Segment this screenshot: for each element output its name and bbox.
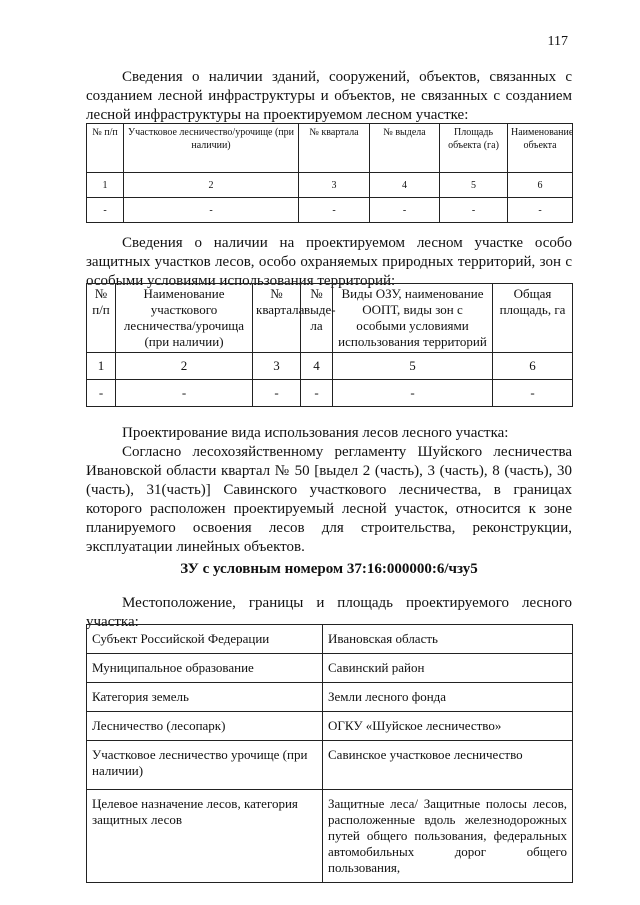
column-header: Площадь объекта (га) (440, 124, 508, 173)
table-row (87, 353, 573, 380)
row-label: Категория земель (87, 683, 323, 712)
protected-areas-table (86, 283, 573, 407)
column-header: Общая площадь, га (493, 284, 573, 353)
row-value: Защитные леса/ Защитные полосы лесов, расположенные вдоль железнодорожных путей общего пользования, федеральных автомобильных дорог общего пользования, (323, 790, 573, 883)
buildings-table (86, 123, 573, 223)
column-header: № выдела (370, 124, 440, 173)
table-cell: - (124, 198, 299, 223)
table-cell: 3 (253, 353, 301, 380)
table-cell: - (253, 380, 301, 407)
location-intro: Местоположение, границы и площадь проектируемого лесного участка: (86, 595, 572, 630)
table-row (87, 741, 573, 790)
table-row (87, 198, 573, 223)
table-row (87, 654, 573, 683)
table-cell: - (493, 380, 573, 407)
table-cell: - (87, 198, 124, 223)
page-number: 117 (547, 34, 568, 49)
row-value: Савинское участковое лесничество (323, 741, 573, 790)
column-header: Виды ОЗУ, наименование ООПТ, виды зон с особыми условиями использования территорий (333, 284, 493, 353)
table-cell: 5 (333, 353, 493, 380)
table-row (87, 173, 573, 198)
forest-use-section (86, 424, 572, 557)
column-header: № квартала (299, 124, 370, 173)
table-header-row (87, 124, 573, 173)
column-header: № п/п (87, 284, 116, 353)
table-cell: 5 (440, 173, 508, 198)
table-row (87, 712, 573, 741)
table-cell: - (301, 380, 333, 407)
table-row (87, 380, 573, 407)
table-cell: 1 (87, 173, 124, 198)
forest-use-title: Проектирование вида использования лесов лесного участка: (122, 425, 509, 441)
column-header: Наименование объекта (508, 124, 573, 173)
table-cell: - (440, 198, 508, 223)
row-value: Ивановская область (323, 625, 573, 654)
table-cell: 2 (116, 353, 253, 380)
table-cell: 4 (301, 353, 333, 380)
row-value: Земли лесного фонда (323, 683, 573, 712)
table-cell: 4 (370, 173, 440, 198)
column-header: № выде-ла (301, 284, 333, 353)
table-row (87, 790, 573, 883)
table-cell: - (116, 380, 253, 407)
zu-heading: ЗУ с условным номером 37:16:000000:6/чзу5 (180, 561, 478, 577)
section2-intro: Сведения о наличии на проектируемом лесном участке особо защитных участков лесов, особо охраняемых природных территорий, зон с особыми условиями использования территорий: (86, 235, 572, 289)
table-cell: - (299, 198, 370, 223)
row-label: Субъект Российской Федерации (87, 625, 323, 654)
table-cell: 6 (508, 173, 573, 198)
row-label: Муниципальное образование (87, 654, 323, 683)
section1-intro: Сведения о наличии зданий, сооружений, объектов, связанных с созданием лесной инфраструктуры и объектов, не связанных с созданием лесной инфраструктуры на проектируемом лесном участке: (86, 69, 572, 123)
table-cell: 1 (87, 353, 116, 380)
table-cell: - (508, 198, 573, 223)
column-header: Наименование участкового лесничества/урочища (при наличии) (116, 284, 253, 353)
column-header: Участковое лесничество/урочище (при наличии) (124, 124, 299, 173)
table-row (87, 625, 573, 654)
table-cell: - (370, 198, 440, 223)
table-header-row (87, 284, 573, 353)
table-cell: 2 (124, 173, 299, 198)
table-cell: 3 (299, 173, 370, 198)
row-label: Участковое лесничество урочище (при наличии) (87, 741, 323, 790)
row-label: Лесничество (лесопарк) (87, 712, 323, 741)
table-cell: - (333, 380, 493, 407)
row-value: Савинский район (323, 654, 573, 683)
forest-use-text: Согласно лесохозяйственному регламенту Шуйского лесничества Ивановской области квартал № 50 [выдел 2 (часть), 3 (часть), 8 (часть), 30 (часть), 31(часть)] Савинского участкового лесничества, в границах которого расположен проектируемый лесной участок, относится к зоне планируемого освоения лесов для строительства, реконструкции, эксплуатации линейных объектов. (86, 444, 572, 555)
column-header: № квартала (253, 284, 301, 353)
row-label: Целевое назначение лесов, категория защитных лесов (87, 790, 323, 883)
table-cell: 6 (493, 353, 573, 380)
table-cell: - (87, 380, 116, 407)
column-header: № п/п (87, 124, 124, 173)
row-value: ОГКУ «Шуйское лесничество» (323, 712, 573, 741)
table-row (87, 683, 573, 712)
location-table (86, 624, 573, 883)
